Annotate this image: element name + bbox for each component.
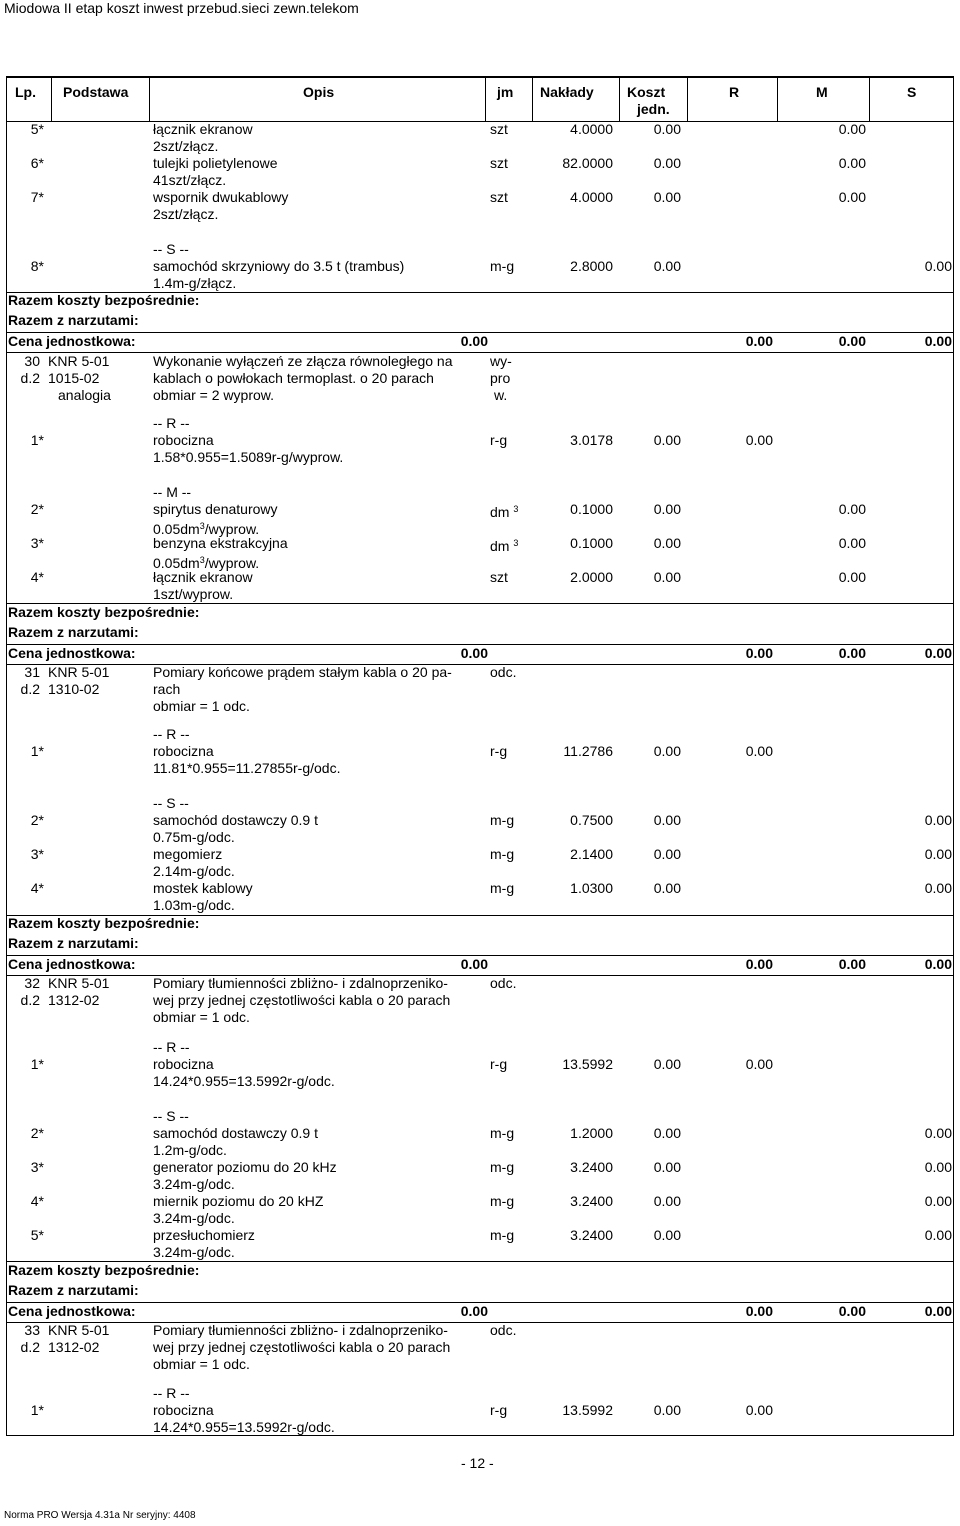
item-quantity-formula: 41szt/złącz. (153, 172, 227, 188)
item-koszt-jedn: 0.00 (653, 121, 681, 137)
cena-value: 0.00 (460, 956, 488, 972)
razem-z-narzutami: Razem z narzutami: (8, 1282, 139, 1298)
item-lp: 1* (30, 1056, 44, 1072)
pos30-obmiar: obmiar = 2 wyprow. (153, 387, 274, 403)
pos32-knr: KNR 5-01 (48, 975, 110, 991)
cena-m: 0.00 (838, 333, 866, 349)
cena-s: 0.00 (924, 333, 952, 349)
pos33-description-1: Pomiary tłumienności zbliżno- i zdalnoprzeniko- (153, 1322, 448, 1338)
item-quantity-formula: 1szt/wyprow. (153, 586, 234, 602)
item-unit: m-g (490, 846, 515, 862)
cena-jednostkowa: Cena jednostkowa: (8, 645, 136, 661)
item-quantity-formula: 2.14m-g/odc. (153, 863, 235, 879)
item-koszt-jedn: 0.00 (653, 569, 681, 585)
cena-r: 0.00 (745, 956, 773, 972)
item-description: samochód skrzyniowy do 3.5 t (trambus) (153, 258, 405, 274)
razem-koszty-bezposrednie: Razem koszty bezpośrednie: (8, 1262, 200, 1278)
item-unit: r-g (490, 1056, 508, 1072)
item-koszt-jedn: 0.00 (653, 743, 681, 759)
row-divider (6, 352, 954, 353)
pos32-description-2: wej przy jednej częstotliwości kabla o 20 parach (153, 992, 451, 1008)
row-divider (6, 975, 954, 976)
item-naklady: 2.1400 (570, 846, 613, 862)
item-s-value: 0.00 (924, 1125, 952, 1141)
item-naklady: 2.0000 (570, 569, 613, 585)
item-description: spirytus denaturowy (153, 501, 278, 517)
item-description: robocizna (153, 743, 214, 759)
pos31-d: d.2 (20, 681, 40, 697)
cena-r: 0.00 (745, 1303, 773, 1319)
item-lp: 2* (30, 1125, 44, 1141)
pos30-knr: KNR 5-01 (48, 353, 110, 369)
item-unit: szt (490, 189, 508, 205)
col-lp: Lp. (15, 84, 36, 100)
table-header (7, 78, 953, 122)
pos32-code: 1312-02 (48, 992, 100, 1008)
item-lp: 5* (30, 121, 44, 137)
item-lp: 7* (30, 189, 44, 205)
item-koszt-jedn: 0.00 (653, 846, 681, 862)
item-koszt-jedn: 0.00 (653, 812, 681, 828)
item-unit: m-g (490, 812, 515, 828)
item-lp: 4* (30, 1193, 44, 1209)
pos32-unit-1: odc. (490, 975, 517, 991)
resource-type-header: -- R -- (153, 1385, 190, 1401)
pos31-number: 31 (24, 664, 40, 680)
footer-text: Norma PRO Wersja 4.31a Nr seryjny: 4408 (4, 1510, 196, 1521)
pos31-code: 1310-02 (48, 681, 100, 697)
cena-m: 0.00 (838, 1303, 866, 1319)
item-m-value: 0.00 (838, 189, 866, 205)
pos30-number: 30 (24, 353, 40, 369)
item-naklady: 3.2400 (570, 1227, 613, 1243)
item-s-value: 0.00 (924, 880, 952, 896)
item-m-value: 0.00 (838, 535, 866, 551)
item-unit: m-g (490, 1193, 515, 1209)
pos31-unit-1: odc. (490, 664, 517, 680)
item-description: tulejki polietylenowe (153, 155, 278, 171)
item-lp: 1* (30, 432, 44, 448)
pos32-d: d.2 (20, 992, 40, 1008)
item-s-value: 0.00 (924, 1227, 952, 1243)
item-s-value: 0.00 (924, 1159, 952, 1175)
item-description: generator poziomu do 20 kHz (153, 1159, 337, 1175)
item-koszt-jedn: 0.00 (653, 1159, 681, 1175)
item-description: samochód dostawczy 0.9 t (153, 812, 318, 828)
item-koszt-jedn: 0.00 (653, 258, 681, 274)
item-s-value: 0.00 (924, 258, 952, 274)
item-lp: 4* (30, 880, 44, 896)
item-description: miernik poziomu do 20 kHZ (153, 1193, 324, 1209)
col-podstawa: Podstawa (63, 84, 129, 100)
razem-koszty-bezposrednie: Razem koszty bezpośrednie: (8, 915, 200, 931)
item-koszt-jedn: 0.00 (653, 432, 681, 448)
item-lp: 8* (30, 258, 44, 274)
pos30-description-1: Wykonanie wyłączeń ze złącza równoległego na (153, 353, 453, 369)
item-m-value: 0.00 (838, 155, 866, 171)
item-lp: 1* (30, 1402, 44, 1418)
col-s: S (907, 84, 917, 100)
item-quantity-formula: 2szt/złącz. (153, 138, 219, 154)
item-quantity-formula: 11.81*0.955=11.27855r-g/odc. (153, 760, 341, 776)
pos30-d: d.2 (20, 370, 40, 386)
item-naklady: 2.8000 (570, 258, 613, 274)
resource-type-header: -- S -- (153, 1108, 189, 1124)
item-r-value: 0.00 (745, 1056, 773, 1072)
item-naklady: 1.0300 (570, 880, 613, 896)
pos33-description-2: wej przy jednej częstotliwości kabla o 20 parach (153, 1339, 451, 1355)
col-opis: Opis (303, 84, 335, 100)
pos30-description-2: kablach o powłokach termoplast. o 20 parach (153, 370, 434, 386)
col-koszt-jedn: jedn. (637, 101, 670, 117)
item-naklady: 3.2400 (570, 1159, 613, 1175)
item-unit: m-g (490, 1159, 515, 1175)
item-s-value: 0.00 (924, 812, 952, 828)
pos31-description-1: Pomiary końcowe prądem stałym kabla o 20 pa- (153, 664, 452, 680)
item-unit: m-g (490, 258, 515, 274)
item-koszt-jedn: 0.00 (653, 1056, 681, 1072)
item-lp: 3* (30, 1159, 44, 1175)
col-koszt: Koszt (627, 84, 666, 100)
item-quantity-formula: $0.05dm^3$/wyprow. (153, 521, 260, 537)
col-jm: jm (497, 84, 514, 100)
resource-type-header: -- R -- (153, 1039, 190, 1055)
item-naklady: 11.2786 (563, 743, 613, 759)
item-s-value: 0.00 (924, 846, 952, 862)
item-r-value: 0.00 (745, 1402, 773, 1418)
item-koszt-jedn: 0.00 (653, 1227, 681, 1243)
item-quantity-formula: 1.03m-g/odc. (153, 897, 235, 913)
pos30-unit-2: pro (490, 370, 511, 386)
item-koszt-jedn: 0.00 (653, 1125, 681, 1141)
item-description: robocizna (153, 432, 214, 448)
item-description: robocizna (153, 1402, 214, 1418)
pos30-unit-1: wy- (490, 353, 512, 369)
pos33-unit-1: odc. (490, 1322, 517, 1338)
item-m-value: 0.00 (838, 501, 866, 517)
item-lp: 3* (30, 846, 44, 862)
item-description: mostek kablowy (153, 880, 253, 896)
item-quantity-formula: 2szt/złącz. (153, 206, 219, 222)
cena-jednostkowa: Cena jednostkowa: (8, 956, 136, 972)
item-naklady: 0.7500 (570, 812, 613, 828)
item-m-value: 0.00 (838, 121, 866, 137)
cena-m: 0.00 (838, 645, 866, 661)
item-unit: r-g (490, 1402, 508, 1418)
item-quantity-formula: 0.75m-g/odc. (153, 829, 235, 845)
item-quantity-formula: 1.58*0.955=1.5089r-g/wyprow. (153, 449, 344, 465)
item-lp: 2* (30, 501, 44, 517)
item-description: wspornik dwukablowy (153, 189, 289, 205)
col-r: R (729, 84, 740, 100)
resource-type-header: -- R -- (153, 415, 190, 431)
item-unit: r-g (490, 743, 508, 759)
item-m-value: 0.00 (838, 569, 866, 585)
row-divider (6, 664, 954, 665)
item-naklady: 13.5992 (562, 1402, 613, 1418)
item-lp: 1* (30, 743, 44, 759)
item-lp: 3* (30, 535, 44, 551)
cost-table (6, 76, 954, 1436)
item-s-value: 0.00 (924, 1193, 952, 1209)
resource-type-header: -- M -- (153, 484, 192, 500)
item-koszt-jedn: 0.00 (653, 1402, 681, 1418)
item-koszt-jedn: 0.00 (653, 189, 681, 205)
cena-value: 0.00 (460, 1303, 488, 1319)
cena-m: 0.00 (838, 956, 866, 972)
cena-s: 0.00 (924, 956, 952, 972)
item-description: łącznik ekranow (153, 121, 253, 137)
item-unit: m-g (490, 880, 515, 896)
cena-value: 0.00 (460, 333, 488, 349)
item-lp: 5* (30, 1227, 44, 1243)
item-description: łącznik ekranow (153, 569, 253, 585)
item-naklady: 4.0000 (570, 121, 613, 137)
item-unit: dm $^3$ (490, 504, 519, 520)
item-description: przesłuchomierz (153, 1227, 255, 1243)
item-naklady: 82.0000 (562, 155, 613, 171)
cena-value: 0.00 (460, 645, 488, 661)
item-quantity-formula: $0.05dm^3$/wyprow. (153, 555, 260, 571)
cena-jednostkowa: Cena jednostkowa: (8, 1303, 136, 1319)
cena-s: 0.00 (924, 645, 952, 661)
pos30-analogia: analogia (58, 387, 111, 403)
item-quantity-formula: 3.24m-g/odc. (153, 1210, 235, 1226)
item-description: samochód dostawczy 0.9 t (153, 1125, 318, 1141)
item-description: robocizna (153, 1056, 214, 1072)
resource-type-header: -- R -- (153, 726, 190, 742)
item-unit: m-g (490, 1125, 515, 1141)
pos31-description-2: rach (153, 681, 181, 697)
item-naklady: 1.2000 (570, 1125, 613, 1141)
pos33-number: 33 (24, 1322, 40, 1338)
col-naklady: Nakłady (540, 84, 594, 100)
pos31-obmiar: obmiar = 1 odc. (153, 698, 250, 714)
item-koszt-jedn: 0.00 (653, 501, 681, 517)
col-m: M (816, 84, 828, 100)
item-unit: r-g (490, 432, 508, 448)
page-number: - 12 - (461, 1455, 494, 1471)
item-description: benzyna ekstrakcyjna (153, 535, 288, 551)
item-quantity-formula: 14.24*0.955=13.5992r-g/odc. (153, 1073, 335, 1089)
razem-z-narzutami: Razem z narzutami: (8, 312, 139, 328)
row-divider (6, 1322, 954, 1323)
item-lp: 4* (30, 569, 44, 585)
resource-type-header: -- S -- (153, 241, 189, 257)
item-naklady: 0.1000 (570, 501, 613, 517)
cena-r: 0.00 (745, 333, 773, 349)
cena-r: 0.00 (745, 645, 773, 661)
item-naklady: 0.1000 (570, 535, 613, 551)
item-unit: m-g (490, 1227, 515, 1243)
pos31-knr: KNR 5-01 (48, 664, 110, 680)
item-quantity-formula: 3.24m-g/odc. (153, 1176, 235, 1192)
item-lp: 2* (30, 812, 44, 828)
pos32-obmiar: obmiar = 1 odc. (153, 1009, 250, 1025)
item-unit: dm $^3$ (490, 538, 519, 554)
pos30-code: 1015-02 (48, 370, 100, 386)
pos32-number: 32 (24, 975, 40, 991)
item-quantity-formula: 14.24*0.955=13.5992r-g/odc. (153, 1419, 335, 1435)
pos33-obmiar: obmiar = 1 odc. (153, 1356, 250, 1372)
item-koszt-jedn: 0.00 (653, 1193, 681, 1209)
item-unit: szt (490, 121, 508, 137)
item-r-value: 0.00 (745, 743, 773, 759)
item-naklady: 3.0178 (570, 432, 613, 448)
item-naklady: 3.2400 (570, 1193, 613, 1209)
pos33-knr: KNR 5-01 (48, 1322, 110, 1338)
pos33-d: d.2 (20, 1339, 40, 1355)
document-title: Miodowa II etap koszt inwest przebud.sieci zewn.telekom (4, 0, 359, 16)
cena-s: 0.00 (924, 1303, 952, 1319)
item-naklady: 4.0000 (570, 189, 613, 205)
item-unit: szt (490, 155, 508, 171)
item-quantity-formula: 1.4m-g/złącz. (153, 275, 237, 291)
razem-koszty-bezposrednie: Razem koszty bezpośrednie: (8, 604, 200, 620)
item-lp: 6* (30, 155, 44, 171)
item-koszt-jedn: 0.00 (653, 155, 681, 171)
resource-type-header: -- S -- (153, 795, 189, 811)
razem-z-narzutami: Razem z narzutami: (8, 935, 139, 951)
pos30-unit-3: w. (494, 387, 508, 403)
item-naklady: 13.5992 (562, 1056, 613, 1072)
cena-jednostkowa: Cena jednostkowa: (8, 333, 136, 349)
item-description: megomierz (153, 846, 223, 862)
item-unit: szt (490, 569, 508, 585)
razem-koszty-bezposrednie: Razem koszty bezpośrednie: (8, 292, 200, 308)
item-r-value: 0.00 (745, 432, 773, 448)
item-quantity-formula: 1.2m-g/odc. (153, 1142, 227, 1158)
razem-z-narzutami: Razem z narzutami: (8, 624, 139, 640)
pos33-code: 1312-02 (48, 1339, 100, 1355)
item-koszt-jedn: 0.00 (653, 880, 681, 896)
item-koszt-jedn: 0.00 (653, 535, 681, 551)
pos32-description-1: Pomiary tłumienności zbliżno- i zdalnoprzeniko- (153, 975, 448, 991)
item-quantity-formula: 3.24m-g/odc. (153, 1244, 235, 1260)
